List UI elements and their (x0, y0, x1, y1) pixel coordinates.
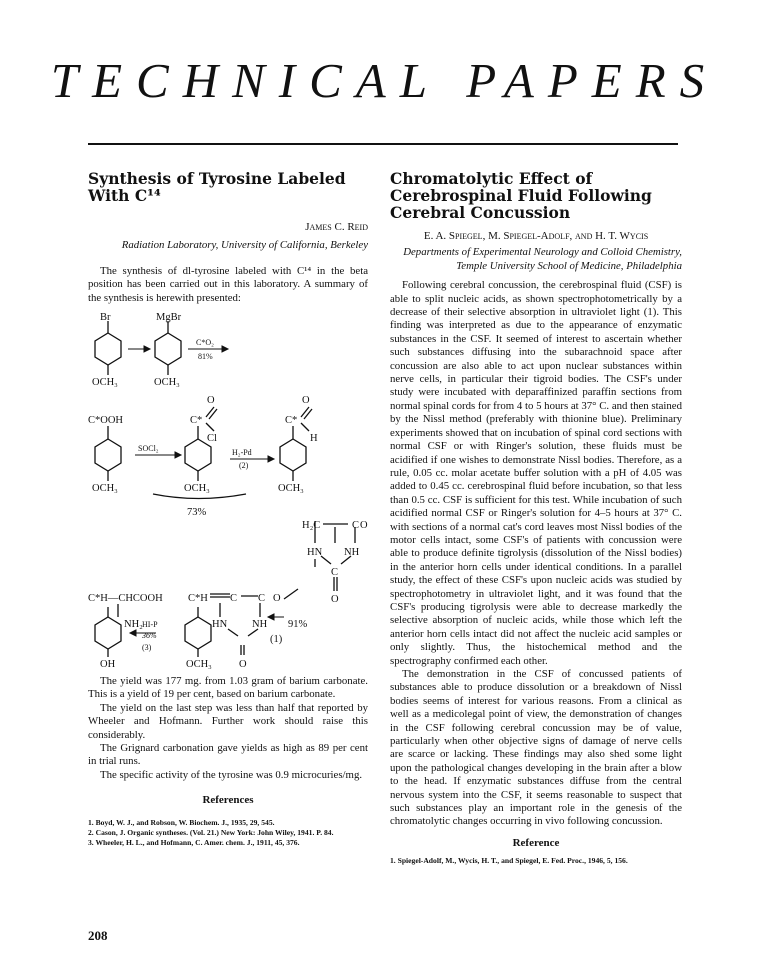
scheme-cstar-2: C* (285, 415, 298, 427)
scheme-nh-1: NH (344, 547, 360, 559)
scheme-pct73: 73% (187, 507, 207, 519)
left-references-heading: References (202, 794, 254, 807)
scheme-ref2: (2) (239, 461, 249, 471)
scheme-ref1: (1) (270, 634, 283, 646)
right-paragraph: Following cerebral concussion, the cerebrospinal fluid (CSF) is able to split nucleic acids, as shown spectrophotometrically by a decrease of their selective absorption in ultraviolet light (1). This finding was interpreted as due to the appearance of enzymatic substances in the CSF. It seemed of interest to ascertain whether such substances diffusing into the subarachnoid space after concussion are also able to act upon nuclear substances within nerve cells, in particular their tigroid bodies. The CSF's under study were incubated with deparaffinized paraffin sections from normal spinal cords for from 4 to 5 hours at 37° C. and then stained by the Nissl method (preferably with thionine blue). Preliminary experiments showed that on incubation of spinal cord sections with normal CSF or with Ringer's solution, these fluids must be acidified if one wishes to demonstrate Nissl bodies. Therefore, as a rule, 0.05 cc. molar acetate buffer solution with a pH of 4.05 was added to 0.45 cc. cerebrospinal fluid before incubation, so that less than 0.5 cc. CSF is sufficient for this test. While incubation of such acidified normal CSF or Ringer's solution for 4–5 hours at 37° C. with sections of a normal cat's cord leaves most Nissl bodies of the motor cells intact, some CSF's of patients with concussion were able to produce definite tigrolysis (dissolution of the Nissl bodies) in the anterior horn cells under identical conditions. In a parallel study, the effect of these CSF's upon nucleic acids was studied by spectrophotometry in ultraviolet light, and it was found that the CSF's producing tigrolysis were able to decrease markedly the selective absorption of nucleic acids, while those which left the anterior horn cells intact did not affect the nucleic acid samples or only slightly. Thus, the histochemical method and the spectrography confirmed each other. (390, 279, 682, 667)
scheme-och3-6: OCH₃ (186, 659, 212, 671)
section-banner: TECHNICAL PAPERS (50, 53, 719, 108)
scheme-c-3: C (230, 593, 238, 605)
synthesis-scheme (88, 311, 368, 671)
scheme-oh: OH (100, 659, 116, 671)
right-authors: E. A. Spiegel, M. Spiegel-Adolf, and H. T. Wycis (423, 230, 649, 242)
left-paragraph: The Grignard carbonation gave yields as high as 89 per cent in trial runs. (88, 742, 368, 768)
scheme-och3-2: OCH₃ (154, 377, 180, 389)
scheme-pct81: 81% (198, 352, 213, 362)
scheme-cl: Cl (207, 433, 217, 445)
scheme-hip: HI-P (142, 620, 158, 630)
left-intro-paragraph: The synthesis of dl-tyrosine labeled with C¹⁴ in the beta position has been carried out in this laboratory. A summary of the synthesis is herewith presented: (88, 264, 368, 304)
left-paragraph: The specific activity of the tyrosine was 0.9 microcuries/mg. (100, 768, 363, 781)
scheme-pct36: 36% (142, 631, 157, 641)
right-article-title: Chromatolytic Effect of Cerebrospinal Fluid Following Cerebral Concussion (390, 169, 652, 222)
left-body (88, 675, 368, 782)
page-number: 208 (88, 928, 108, 943)
scheme-cstar-1: C* (190, 415, 203, 427)
benzene-ring-6 (95, 617, 121, 649)
right-reference-heading: Reference (512, 836, 560, 849)
scheme-hn-2: HN (212, 619, 228, 631)
scheme-o-1: O (207, 395, 215, 407)
scheme-h: H (310, 433, 318, 445)
scheme-br: Br (100, 312, 111, 324)
scheme-o-4: O (331, 594, 339, 606)
scheme-och3-5: OCH₃ (278, 483, 304, 495)
scheme-socl2: SOCl₂ (138, 444, 159, 454)
scheme-h2pd: H₂-Pd (232, 448, 252, 458)
scheme-cooh: C*OOH (88, 415, 124, 427)
right-references-list (390, 856, 682, 866)
reference-item: 1. Boyd, W. J., and Robson, W. Biochem. J., 1935, 29, 545. (88, 817, 275, 827)
scheme-chc: C*H (188, 593, 208, 605)
scheme-pct91: 91% (288, 619, 308, 631)
left-article-title: Synthesis of Tyrosine Labeled With C¹⁴ (88, 169, 346, 205)
scheme-nh2: NH₂ (124, 619, 143, 631)
scheme-nh-2: NH (252, 619, 268, 631)
scheme-mgbr: MgBr (156, 312, 182, 324)
reference-item: 1. Spiegel-Adolf, M., Wycis, H. T., and Spiegel, E. Fed. Proc., 1946, 5, 156. (390, 856, 628, 866)
scheme-o-5: O (273, 593, 281, 605)
left-references-list (88, 818, 368, 848)
scheme-hn-1: HN (307, 547, 323, 559)
scheme-och3-3: OCH₃ (92, 483, 118, 495)
left-paragraph: The yield was 177 mg. from 1.03 gram of barium carbonate. This is a yield of 19 per cent, based on barium carbonate. (88, 675, 368, 701)
scheme-o-6: O (239, 659, 247, 671)
reference-item: 2. Cason, J. Organic syntheses. (Vol. 21.) New York: John Wiley, 1941. P. 84. (88, 827, 334, 837)
scheme-och3-1: OCH₃ (92, 377, 118, 389)
benzene-ring-2 (155, 333, 181, 365)
scheme-c-2: C (331, 567, 339, 579)
left-affiliation: Radiation Laboratory, University of California, Berkeley (121, 239, 368, 252)
scheme-c-4: C (258, 593, 266, 605)
scheme-ref3: (3) (142, 643, 152, 653)
right-column (390, 170, 682, 866)
benzene-ring-3 (95, 439, 121, 471)
scheme-c-1: C (352, 520, 360, 532)
scheme-h2c: H₂C (302, 520, 321, 532)
scheme-chchooh: C*H—CHCOOH (88, 593, 163, 605)
benzene-ring-5 (280, 439, 306, 471)
scheme-och3-4: OCH₃ (184, 483, 210, 495)
left-paragraph: The yield on the last step was less than half that reported by Wheeler and Hofmann. Further work should raise this considerably. (88, 701, 368, 741)
right-affiliation: Departments of Experimental Neurology and Colloid Chemistry, Temple University School of Medicine, Philadelphia (403, 246, 682, 272)
scheme-o-3: O (360, 520, 368, 532)
header-rule (88, 143, 678, 145)
right-paragraph: The demonstration in the CSF of concussed patients of substances able to produce dissolution or a breakdown of Nissl bodies seems of interest for various reasons. From a clinical as well as a medicolegal point of view, the demonstration of changes in the CSF following cerebral concussion may be of value, particularly when other objective signs of damage of nerve cells are scarce or lacking. These findings may also shed some light upon the pathological changes developing in the brain after a blow to the head. If enzymatic substances diffuse from the central nervous system into the CSF, it seems reasonable to suspect that such substances play an important role in the genesis of the chromatolytic changes occurring in vivo following concussion. (390, 668, 682, 828)
reference-item: 3. Wheeler, H. L., and Hofmann, C. Amer. chem. J., 1911, 45, 376. (88, 837, 300, 847)
left-column (88, 170, 368, 848)
left-author: James C. Reid (305, 221, 368, 233)
scheme-co2: C*O₂ (196, 338, 214, 348)
benzene-ring-1 (95, 333, 121, 365)
benzene-ring-7 (185, 617, 211, 649)
scheme-o-2: O (302, 395, 310, 407)
